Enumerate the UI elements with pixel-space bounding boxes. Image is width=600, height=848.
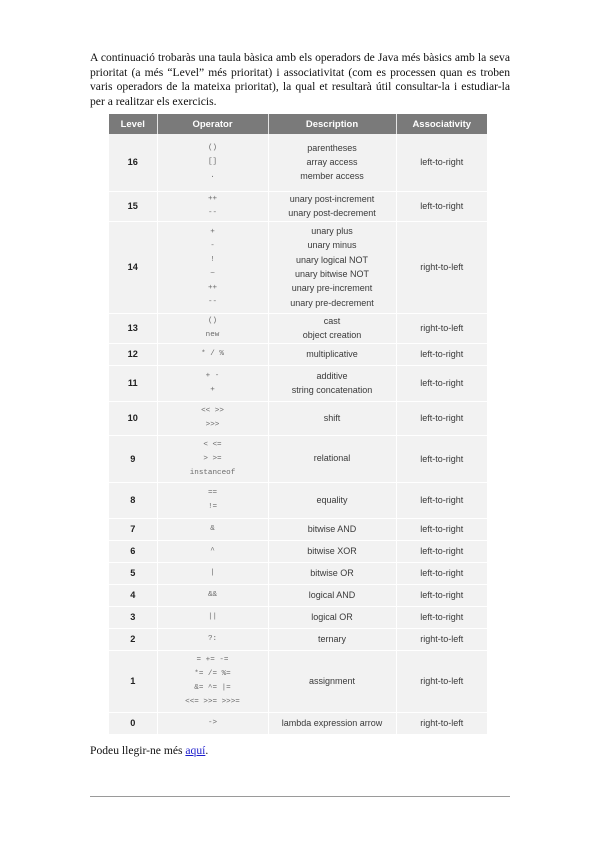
associativity-cell: left-to-right	[396, 191, 487, 221]
operator-symbol: --	[207, 209, 218, 217]
operator-cell	[157, 562, 268, 584]
operator-symbol: []	[207, 158, 218, 167]
level-cell: 10	[109, 401, 157, 435]
table-row	[109, 134, 487, 191]
operator-cell	[157, 365, 268, 401]
associativity-cell: left-to-right	[396, 343, 487, 365]
table-header	[109, 114, 487, 134]
read-more-link[interactable]: aquí	[185, 744, 206, 757]
operator-symbol: ->	[207, 719, 218, 727]
description-cell	[268, 650, 396, 712]
operator-cell	[157, 482, 268, 518]
operator-symbol: instanceof	[189, 468, 236, 477]
operator-cell	[157, 134, 268, 191]
operator-symbol: &= ^= |=	[194, 684, 231, 692]
description-cell	[268, 343, 396, 365]
level-cell: 0	[109, 712, 157, 734]
operator-symbol: * / %	[201, 350, 224, 358]
description-text: assignment	[308, 675, 356, 686]
operator-cell	[157, 606, 268, 628]
description-text: cast	[323, 315, 341, 326]
level-cell: 16	[109, 134, 157, 191]
table-row	[109, 365, 487, 401]
description-text: shift	[323, 412, 341, 423]
operator-symbol: >>>	[205, 421, 220, 429]
operators-table	[109, 114, 487, 735]
operator-cell	[157, 540, 268, 562]
table-row	[109, 435, 487, 482]
associativity-cell: left-to-right	[396, 606, 487, 628]
table-body	[109, 134, 487, 734]
operator-symbol: <<= >>= >>>=	[185, 698, 240, 706]
description-cell	[268, 365, 396, 401]
operator-symbol: &	[210, 525, 215, 533]
associativity-cell: left-to-right	[396, 365, 487, 401]
description-text: unary post-decrement	[288, 208, 376, 218]
header-description: Description	[268, 114, 396, 134]
description-text: equality	[316, 494, 348, 505]
operator-symbol: << >>	[201, 407, 224, 415]
description-cell	[268, 562, 396, 584]
description-text: unary minus	[307, 240, 357, 251]
description-text: unary logical NOT	[295, 254, 369, 265]
level-cell: 7	[109, 518, 157, 540]
operator-symbol: |	[210, 569, 215, 577]
description-cell	[268, 584, 396, 606]
description-text: bitwise XOR	[307, 545, 357, 556]
description-cell	[268, 221, 396, 313]
description-text: unary pre-decrement	[290, 297, 374, 308]
level-cell: 12	[109, 343, 157, 365]
operator-symbol: = += -=	[196, 656, 229, 664]
operator-symbol: ()	[207, 144, 218, 153]
table-row	[109, 540, 487, 562]
operator-symbol: ?:	[207, 635, 218, 643]
associativity-cell: left-to-right	[396, 134, 487, 191]
description-text: logical AND	[308, 589, 356, 600]
associativity-cell: right-to-left	[396, 650, 487, 712]
operator-cell	[157, 191, 268, 221]
description-text: object creation	[302, 330, 362, 340]
description-text: lambda expression arrow	[281, 717, 383, 728]
operator-symbol: new	[205, 331, 220, 339]
operator-cell	[157, 584, 268, 606]
operator-symbol: > >=	[203, 454, 222, 463]
level-cell: 5	[109, 562, 157, 584]
description-text: parentheses	[307, 142, 357, 153]
operator-cell	[157, 343, 268, 365]
description-text: unary bitwise NOT	[294, 269, 370, 279]
description-text: array access	[306, 157, 358, 168]
description-text: member access	[300, 171, 364, 182]
level-cell: 11	[109, 365, 157, 401]
operator-symbol: .	[210, 172, 215, 181]
level-cell: 1	[109, 650, 157, 712]
description-text: additive	[316, 370, 348, 381]
operator-symbol: ^	[210, 547, 215, 555]
description-cell	[268, 518, 396, 540]
operator-cell	[157, 401, 268, 435]
table-row	[109, 343, 487, 365]
table-row	[109, 518, 487, 540]
description-cell	[268, 482, 396, 518]
table-row	[109, 650, 487, 712]
operator-symbol: < <=	[203, 440, 222, 449]
header-associativity: Associativity	[396, 114, 487, 134]
operator-symbol: ++	[207, 195, 218, 203]
description-text: unary post-increment	[289, 193, 375, 204]
description-text: unary pre-increment	[291, 283, 373, 294]
description-text: bitwise OR	[310, 567, 354, 578]
operator-symbol: !=	[207, 503, 218, 511]
header-operator: Operator	[157, 114, 268, 134]
level-cell: 13	[109, 313, 157, 343]
description-text: relational	[313, 453, 351, 464]
level-cell: 15	[109, 191, 157, 221]
associativity-cell: left-to-right	[396, 562, 487, 584]
operator-cell	[157, 221, 268, 313]
description-text: string concatenation	[291, 385, 373, 395]
associativity-cell: left-to-right	[396, 518, 487, 540]
level-cell: 8	[109, 482, 157, 518]
operator-cell	[157, 712, 268, 734]
operator-symbol: +	[210, 386, 215, 394]
description-cell	[268, 540, 396, 562]
description-cell	[268, 606, 396, 628]
description-text: ternary	[317, 633, 346, 644]
table-row	[109, 606, 487, 628]
table-row	[109, 221, 487, 313]
page-footer-divider	[90, 796, 510, 797]
description-text: bitwise AND	[307, 523, 357, 534]
description-text: unary plus	[311, 225, 353, 236]
operator-cell	[157, 435, 268, 482]
associativity-cell: left-to-right	[396, 584, 487, 606]
associativity-cell: right-to-left	[396, 221, 487, 313]
description-cell	[268, 313, 396, 343]
operator-symbol: ||	[207, 613, 218, 621]
description-cell	[268, 712, 396, 734]
read-more-suffix: .	[205, 744, 209, 757]
level-cell: 6	[109, 540, 157, 562]
operator-symbol: ()	[207, 317, 218, 325]
operator-symbol: *= /= %=	[194, 670, 231, 678]
table-row	[109, 628, 487, 650]
operator-cell	[157, 313, 268, 343]
description-text: multiplicative	[306, 348, 358, 359]
associativity-cell: right-to-left	[396, 628, 487, 650]
description-cell	[268, 134, 396, 191]
level-cell: 4	[109, 584, 157, 606]
associativity-cell: right-to-left	[396, 313, 487, 343]
operator-symbol: ==	[207, 489, 218, 497]
table-row	[109, 313, 487, 343]
level-cell: 2	[109, 628, 157, 650]
level-cell: 14	[109, 221, 157, 313]
level-cell: 3	[109, 606, 157, 628]
description-text: logical OR	[311, 611, 353, 622]
associativity-cell: left-to-right	[396, 540, 487, 562]
operator-symbol: + -	[205, 372, 220, 380]
operator-symbol: ++	[207, 284, 218, 292]
associativity-cell: right-to-left	[396, 712, 487, 734]
table-row	[109, 584, 487, 606]
table-row	[109, 712, 487, 734]
associativity-cell: left-to-right	[396, 401, 487, 435]
operator-symbol: -	[210, 242, 215, 250]
intro-paragraph: A continuació trobaràs una taula bàsica amb els operadors de Java més bàsics amb la seva prioritat (a més “Level” més prioritat) i associativitat (com es processen quan es troben varis operadors de la mateixa prioritat), la qual et resultarà útil consultar-la i estudiar-la per a realitzar els exercicis.	[90, 51, 510, 108]
header-level: Level	[109, 114, 157, 134]
description-cell	[268, 191, 396, 221]
operator-symbol: +	[210, 228, 215, 236]
table-row	[109, 401, 487, 435]
table-row	[109, 191, 487, 221]
associativity-cell: left-to-right	[396, 435, 487, 482]
operator-symbol: &&	[207, 591, 218, 599]
operator-symbol: !	[210, 256, 215, 264]
table-row	[109, 482, 487, 518]
operator-cell	[157, 650, 268, 712]
read-more-line	[90, 744, 208, 757]
associativity-cell: left-to-right	[396, 482, 487, 518]
table-row	[109, 562, 487, 584]
header-row	[109, 114, 487, 134]
description-cell	[268, 435, 396, 482]
operator-cell	[157, 628, 268, 650]
operator-cell	[157, 518, 268, 540]
operator-symbol: ~	[210, 270, 215, 278]
operator-symbol: --	[207, 298, 218, 306]
level-cell: 9	[109, 435, 157, 482]
description-cell	[268, 628, 396, 650]
read-more-prefix: Podeu llegir-ne més	[90, 744, 186, 757]
description-cell	[268, 401, 396, 435]
